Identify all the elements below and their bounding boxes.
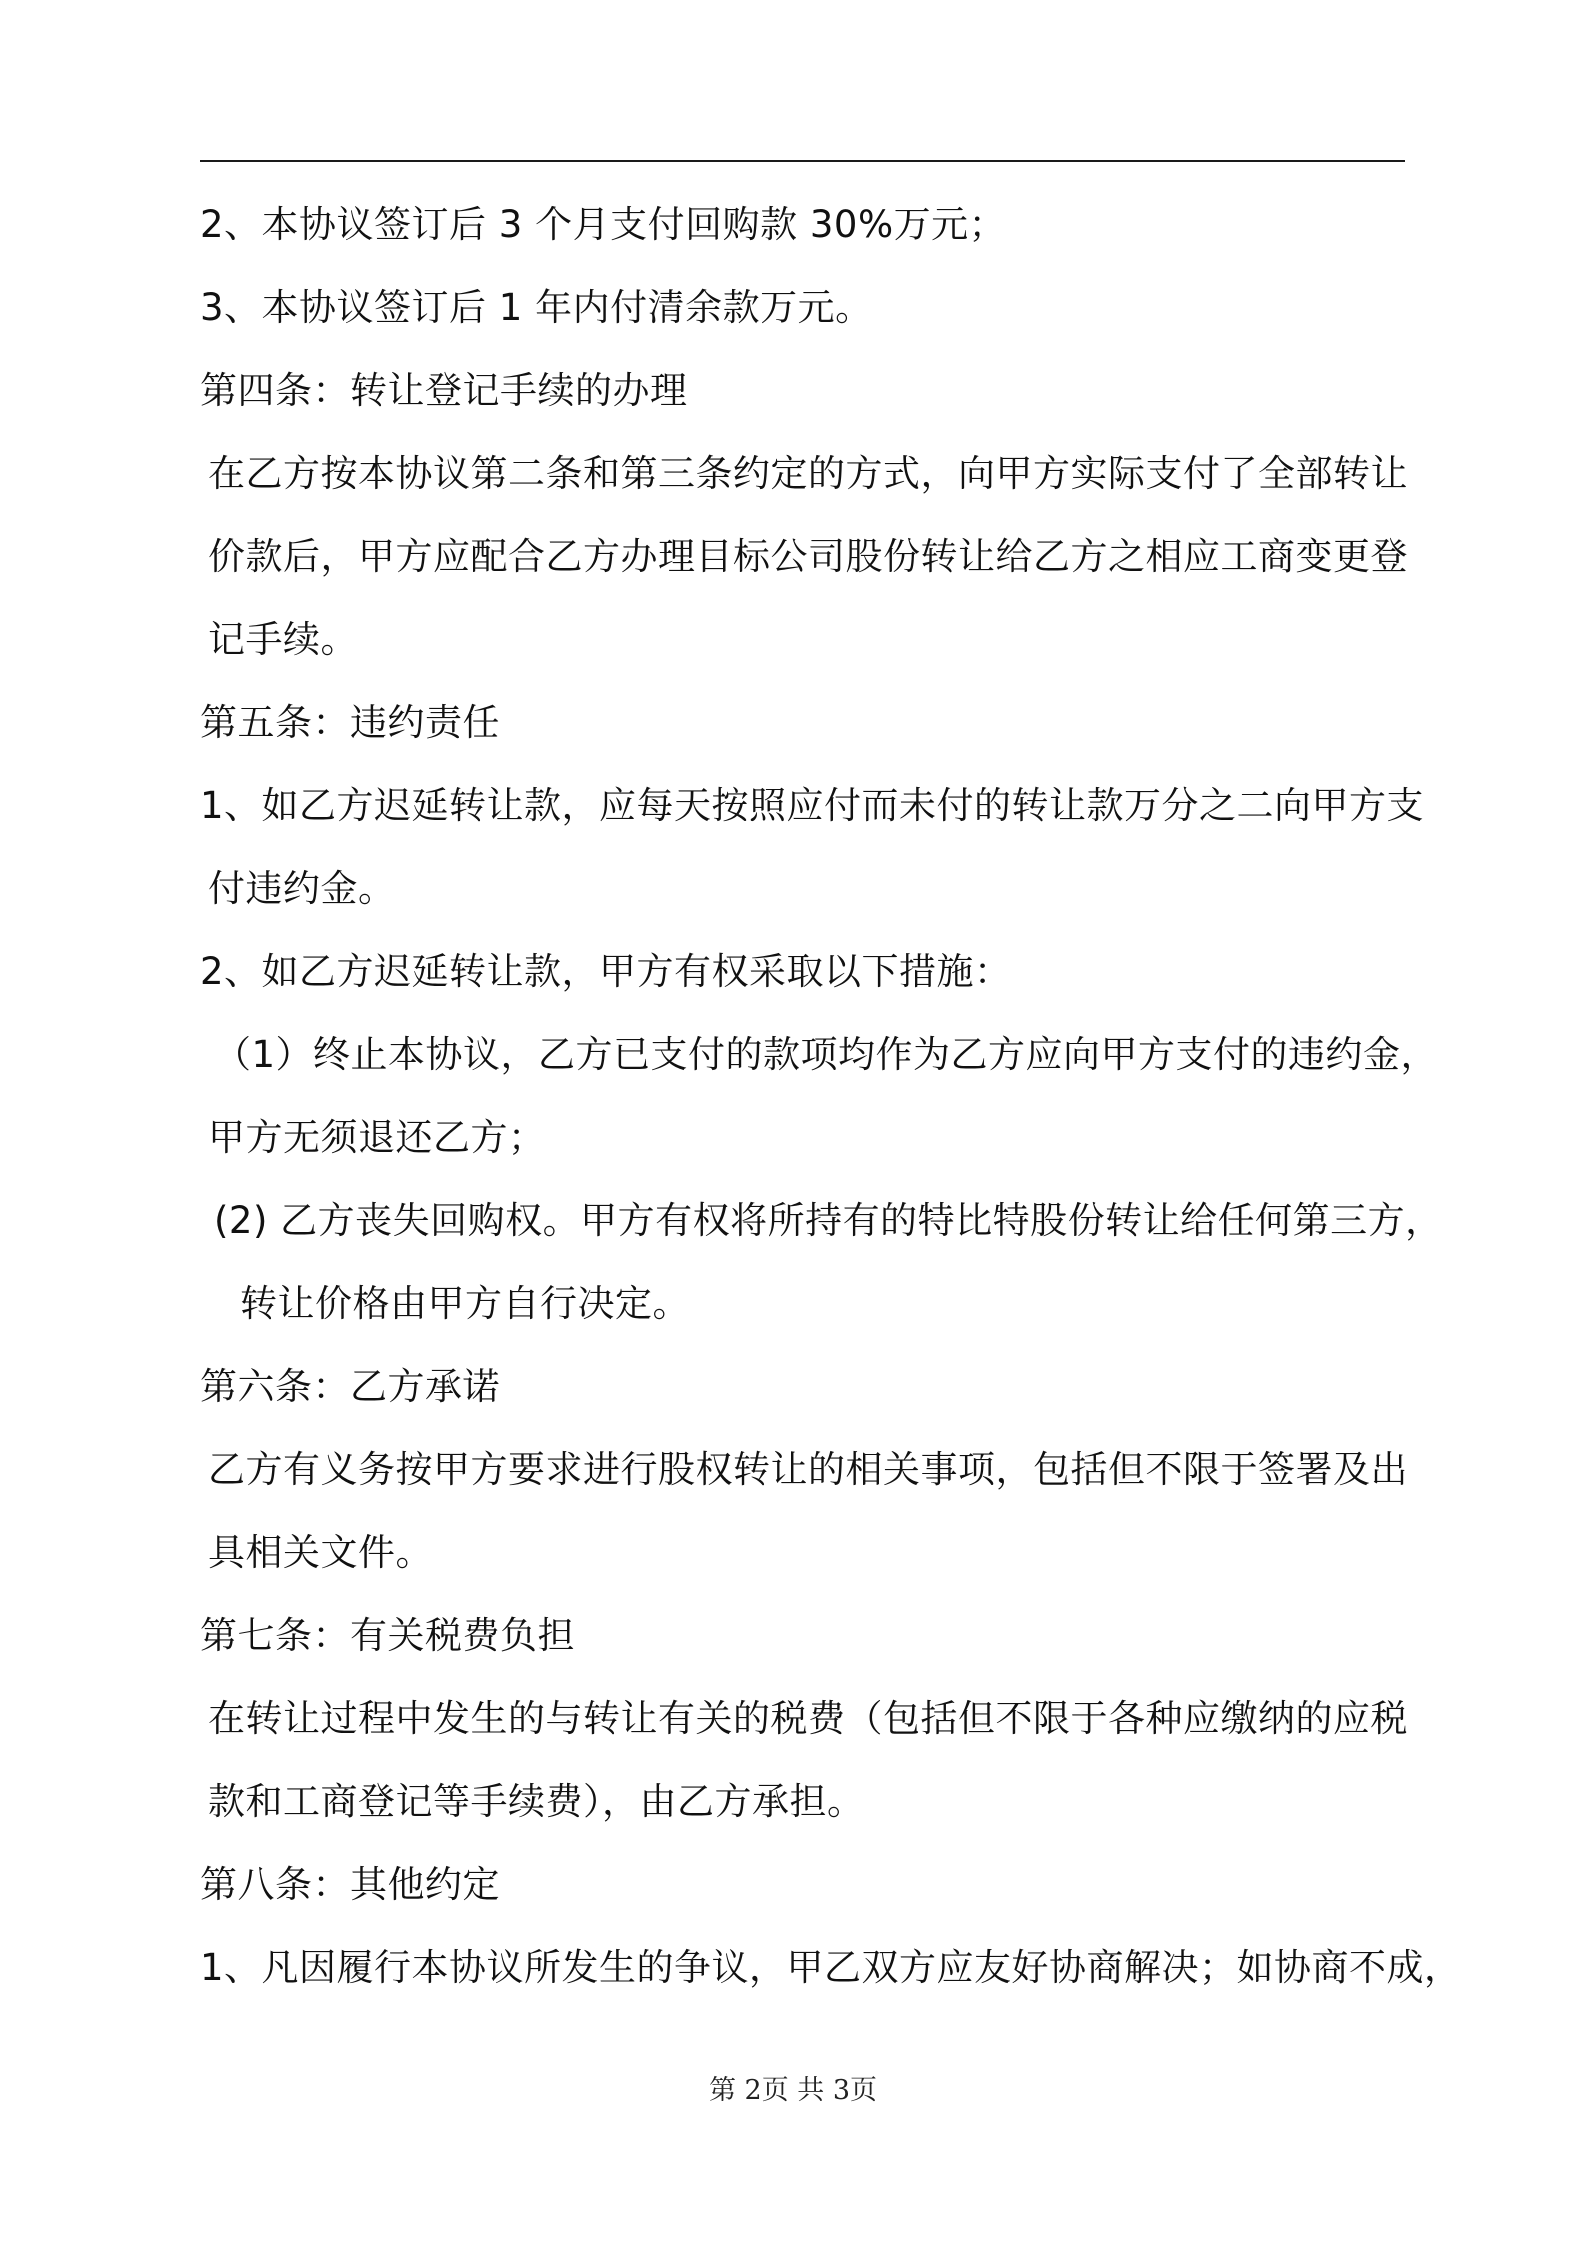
text-line: 1、如乙方迟延转让款，应每天按照应付而未付的转让款万分之二向甲方支 (200, 784, 1425, 827)
text-line: 具相关文件。 (208, 1531, 433, 1574)
text-line: 乙方有义务按甲方要求进行股权转让的相关事项，包括但不限于签署及出 (208, 1448, 1408, 1491)
text-line: 付违约金。 (208, 867, 396, 910)
text-line: 甲方无须退还乙方； (208, 1116, 546, 1159)
text-line: 记手续。 (208, 618, 358, 661)
section-heading: 第八条：其他约定 (200, 1863, 500, 1906)
text-line: 1、凡因履行本协议所发生的争议，甲乙双方应友好协商解决；如协商不成， (200, 1946, 1462, 1989)
section-heading: 第七条：有关税费负担 (200, 1614, 575, 1657)
text-line: 2、本协议签订后 3 个月支付回购款 30%万元； (200, 203, 1007, 246)
section-heading: 第四条：转让登记手续的办理 (200, 369, 688, 412)
header-rule (200, 160, 1405, 162)
text-line: （1）终止本协议，乙方已支付的款项均作为乙方应向甲方支付的违约金， (214, 1033, 1439, 1076)
text-line: 价款后，甲方应配合乙方办理目标公司股份转让给乙方之相应工商变更登 (208, 535, 1408, 578)
text-line: 款和工商登记等手续费），由乙方承担。 (208, 1780, 865, 1823)
section-heading: 第六条：乙方承诺 (200, 1365, 500, 1408)
text-line: (2) 乙方丧失回购权。甲方有权将所持有的特比特股份转让给任何第三方， (214, 1199, 1443, 1242)
text-line: 3、本协议签订后 1 年内付清余款万元。 (200, 286, 873, 329)
text-line: 在乙方按本协议第二条和第三条约定的方式，向甲方实际支付了全部转让 (208, 452, 1408, 495)
text-line: 2、如乙方迟延转让款，甲方有权采取以下措施： (200, 950, 1012, 993)
section-heading: 第五条：违约责任 (200, 701, 500, 744)
text-line: 转让价格由甲方自行决定。 (240, 1282, 690, 1325)
page-number: 第 2页 共 3页 (708, 2075, 878, 2106)
text-line: 在转让过程中发生的与转让有关的税费（包括但不限于各种应缴纳的应税 (208, 1697, 1408, 1740)
